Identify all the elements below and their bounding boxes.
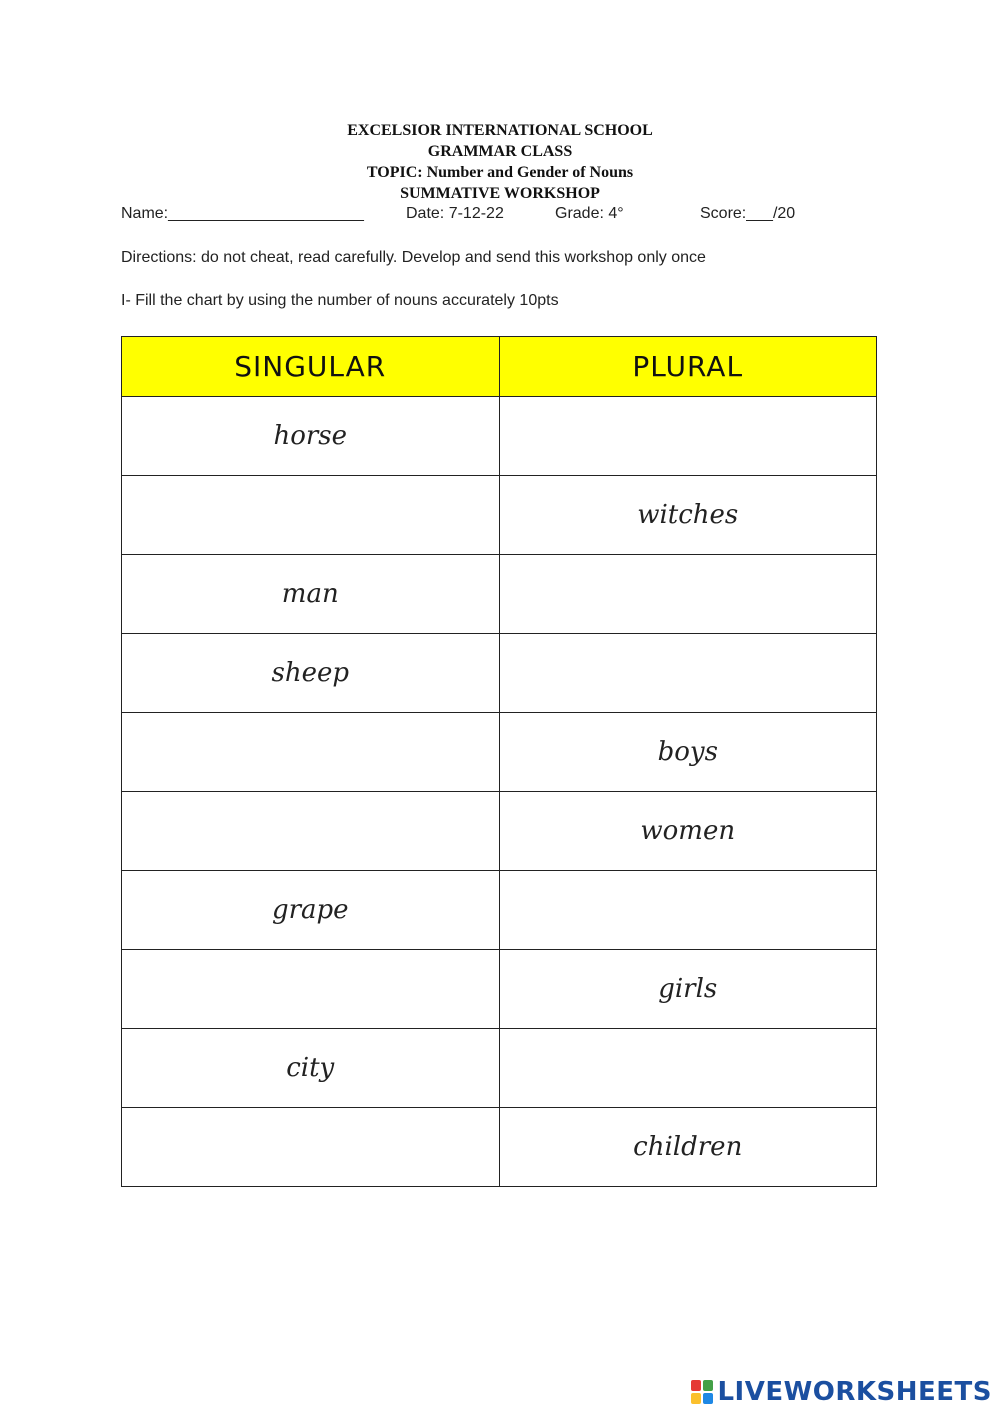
singular-cell: man — [122, 555, 500, 634]
name-field[interactable]: Name:______________________ — [121, 205, 364, 222]
table-row — [122, 1029, 877, 1108]
liveworksheets-icon — [691, 1380, 713, 1404]
grade-label: Grade: 4° — [555, 205, 624, 222]
plural-header: PLURAL — [499, 337, 877, 397]
singular-answer-cell[interactable] — [122, 792, 500, 871]
logo-square-icon — [703, 1393, 713, 1404]
plural-answer-cell[interactable] — [499, 1029, 877, 1108]
directions: Directions: do not cheat, read carefully. Develop and send this workshop only once — [121, 249, 706, 266]
table-row — [122, 1108, 877, 1187]
plural-cell: witches — [499, 476, 877, 555]
singular-answer-cell[interactable] — [122, 713, 500, 792]
singular-answer-cell[interactable] — [122, 1108, 500, 1187]
class-name: GRAMMAR CLASS — [427, 143, 573, 160]
table-row — [122, 634, 877, 713]
singular-answer-cell[interactable] — [122, 476, 500, 555]
topic: TOPIC: Number and Gender of Nouns — [366, 164, 634, 181]
date-label: Date: 7-12-22 — [406, 205, 504, 222]
logo-square-icon — [691, 1393, 701, 1404]
score-label: Score:___/20 — [700, 205, 796, 222]
workshop-type: SUMMATIVE WORKSHOP — [400, 185, 600, 202]
table-row — [122, 397, 877, 476]
singular-cell: grape — [122, 871, 500, 950]
plural-answer-cell[interactable] — [499, 555, 877, 634]
brand-name: LIVEWORKSHEETS — [717, 1377, 992, 1407]
table-row — [122, 476, 877, 555]
worksheet-header — [0, 120, 1000, 204]
plural-cell: girls — [499, 950, 877, 1029]
plural-cell: children — [499, 1108, 877, 1187]
school-name: EXCELSIOR INTERNATIONAL SCHOOL — [347, 122, 653, 139]
logo-square-icon — [691, 1380, 701, 1391]
plural-answer-cell[interactable] — [499, 397, 877, 476]
table-row — [122, 713, 877, 792]
chart-header-row — [122, 337, 877, 397]
liveworksheets-logo[interactable] — [691, 1377, 992, 1407]
noun-number-chart — [121, 336, 877, 1187]
plural-cell: boys — [499, 713, 877, 792]
singular-answer-cell[interactable] — [122, 950, 500, 1029]
singular-header: SINGULAR — [122, 337, 500, 397]
singular-cell: horse — [122, 397, 500, 476]
singular-cell: sheep — [122, 634, 500, 713]
logo-square-icon — [703, 1380, 713, 1391]
table-row — [122, 555, 877, 634]
plural-answer-cell[interactable] — [499, 871, 877, 950]
table-row — [122, 871, 877, 950]
table-row — [122, 792, 877, 871]
plural-cell: women — [499, 792, 877, 871]
table-row — [122, 950, 877, 1029]
plural-answer-cell[interactable] — [499, 634, 877, 713]
singular-cell: city — [122, 1029, 500, 1108]
instruction: I- Fill the chart by using the number of nouns accurately 10pts — [121, 292, 559, 309]
